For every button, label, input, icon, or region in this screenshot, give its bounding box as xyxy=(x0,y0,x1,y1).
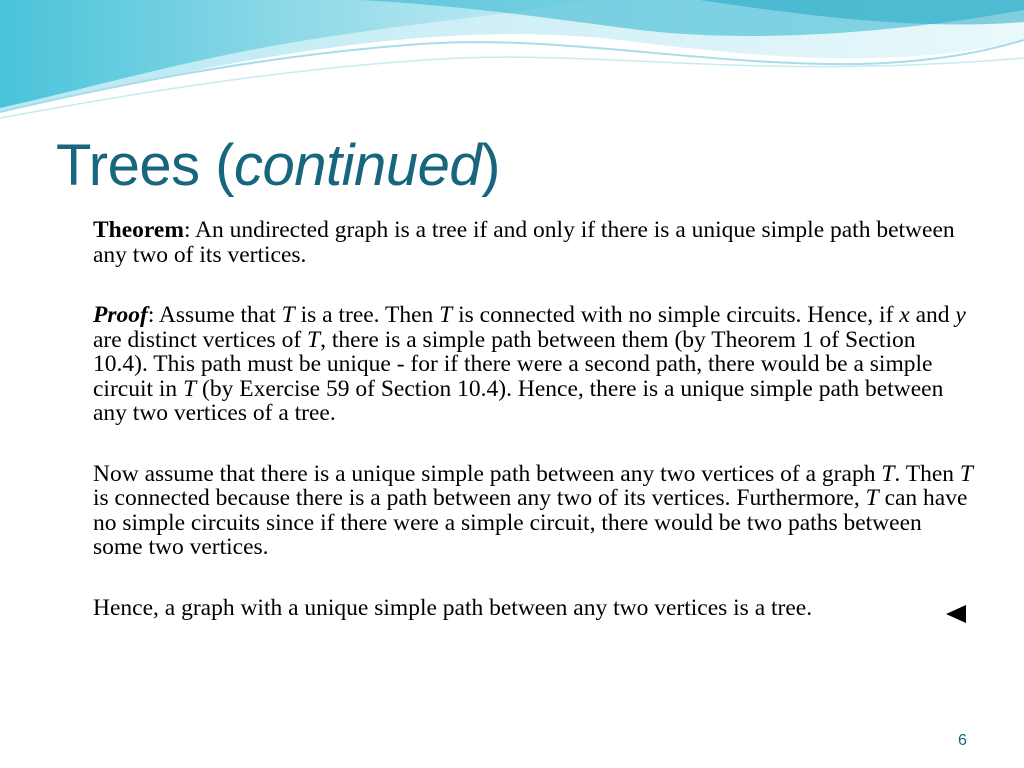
slide-body xyxy=(93,218,973,620)
theorem-label: Theorem xyxy=(93,217,184,243)
theorem-paragraph: Theorem: An undirected graph is a tree if and only if there is a unique simple path between any two of its vertices. xyxy=(93,217,955,268)
header-wave-banner xyxy=(0,0,1024,130)
slide-title-emphasis: continued xyxy=(234,133,482,198)
proof-label: Proof xyxy=(93,302,148,328)
page-number: 6 xyxy=(958,732,967,749)
converse-paragraph: Now assume that there is a unique simple path between any two vertices of a graph T. Then T is connected because there is a path between any two of its vertices. Furthermore, T can have no simple circuits since if there were a simple circuit, there would be two paths between some two vertices. xyxy=(93,460,973,560)
slide-title: Trees (continued) xyxy=(56,133,500,198)
conclusion-paragraph: Hence, a graph with a unique simple path between any two vertices is a tree. xyxy=(93,594,813,621)
proof-paragraph: Proof: Assume that T is a tree. Then T is connected with no simple circuits. Hence, if x and y are distinct vertices of T, there is a simple path between them (by Theorem 1 of Section 10.4). This path must be unique - for if there were a second path, there would be a simple circuit in T (by Exercise 59 of Section 10.4). Hence, there is a unique simple path between any two vertices of a tree. xyxy=(93,302,966,426)
left-triangle-icon xyxy=(943,602,969,626)
